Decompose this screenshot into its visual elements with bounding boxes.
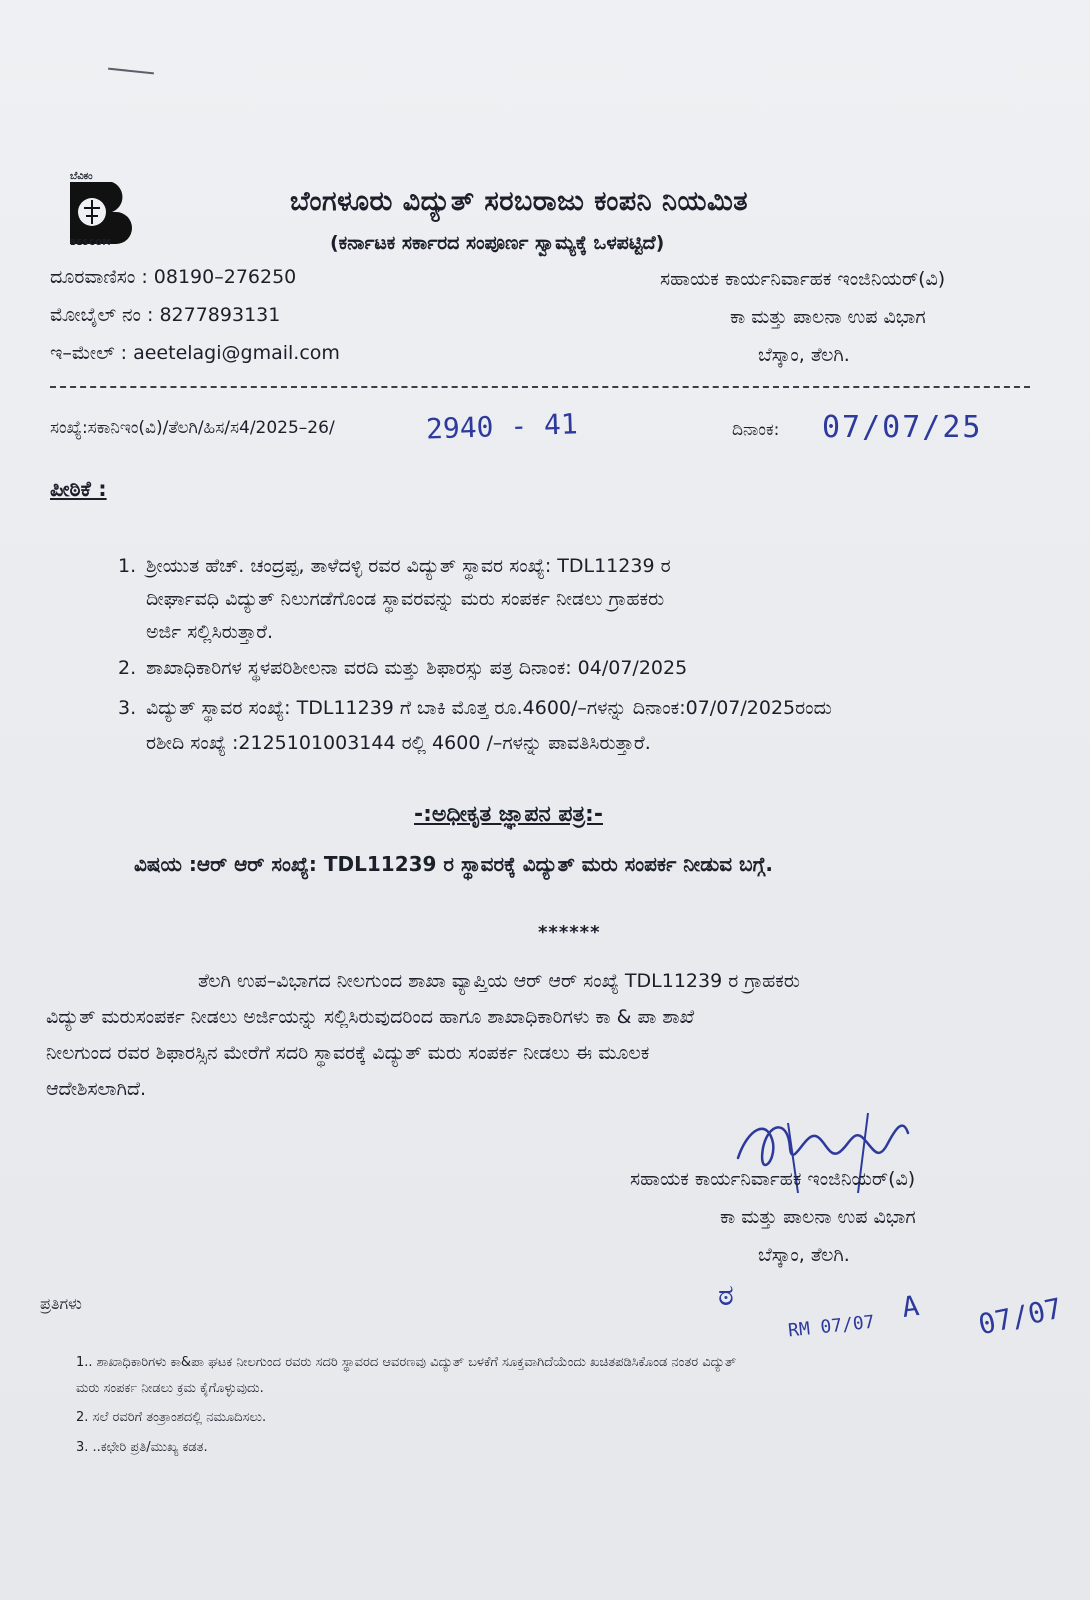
- signatory-division: ಕಾ ಮತ್ತು ಪಾಲನಾ ಉಪ ವಿಭಾಗ: [720, 1206, 916, 1228]
- reference-item-text: ಶ್ರೀಯುತ ಹೆಚ್. ಚಂದ್ರಪ್ಪ, ತಾಳೆದಳ್ಳಿ ರವರ ವಿದ್ಯುತ್ ಸ್ಥಾವರ ಸಂಖ್ಯೆ: TDL11239 ರ: [146, 555, 671, 577]
- reference-item-1-cont: ದೀರ್ಘಾವಧಿ ವಿದ್ಯುತ್ ನಿಲುಗಡೆಗೊಂಡ ಸ್ಥಾವರವನ್ನು ಮರು ಸಂಪರ್ಕ ನೀಡಲು ಗ್ರಾಹಕರು: [146, 588, 665, 610]
- logo-caption-bottom: BESCOM: [70, 238, 111, 247]
- reference-item-1: [118, 550, 671, 583]
- reference-item-number: 2.: [118, 657, 137, 679]
- header-divider: [50, 386, 1030, 388]
- office-title: ಸಹಾಯಕ ಕಾರ್ಯನಿರ್ವಾಹಕ ಇಂಜಿನಿಯರ್(ವಿ): [660, 268, 946, 290]
- order-body-line: ಆದೇಶಿಸಲಾಗಿದೆ.: [46, 1078, 147, 1100]
- date-label: ದಿನಾಂಕ:: [732, 420, 780, 440]
- handwritten-initials: RM 07/07: [787, 1311, 876, 1342]
- organization-name: ಬೆಂಗಳೂರು ವಿದ್ಯುತ್ ಸರಬರಾಜು ಕಂಪನಿ ನಿಯಮಿತ: [290, 186, 749, 217]
- organization-subtitle: (ಕರ್ನಾಟಕ ಸರ್ಕಾರದ ಸಂಪೂರ್ಣ ಸ್ವಾಮ್ಯಕ್ಕೆ ಒಳಪಟ್ಟಿದೆ): [330, 232, 665, 254]
- contact-mobile: ಮೋಬೈಲ್ ನಂ : 8277893131: [50, 304, 281, 326]
- copy-item: 3. ..ಕಛೇರಿ ಪ್ರತಿ/ಮುಖ್ಯ ಕಡತ.: [76, 1440, 208, 1455]
- contact-phone: ದೂರವಾಣಿಸಂ : 08190–276250: [50, 266, 297, 288]
- date-handwritten: 07/07/25: [822, 410, 983, 445]
- section-separator: ******: [538, 922, 601, 943]
- references-heading: ಪೀಠಿಕೆ :: [50, 477, 107, 501]
- reference-item-2: [118, 652, 687, 685]
- copy-item: ಮರು ಸಂಪರ್ಕ ನೀಡಲು ಕ್ರಮ ಕೈಗೊಳ್ಳುವುದು.: [76, 1381, 264, 1396]
- reference-item-number: 3.: [118, 697, 137, 719]
- contact-email: ಇ–ಮೇಲ್ : aeetelagi@gmail.com: [50, 342, 340, 364]
- reference-item-text: ವಿದ್ಯುತ್ ಸ್ಥಾವರ ಸಂಖ್ಯೆ: TDL11239 ಗೆ ಬಾಕಿ ಮೊತ್ತ ರೂ.4600/–ಗಳನ್ನು ದಿನಾಂಕ:07/07/2025ರಂದು: [146, 697, 832, 719]
- order-body-line: ನೀಲಗುಂದ ರವರ ಶಿಫಾರಸ್ಸಿನ ಮೇರೆಗೆ ಸದರಿ ಸ್ಥಾವರಕ್ಕೆ ವಿದ್ಯುತ್ ಮರು ಸಂಪರ್ಕ ನೀಡಲು ಈ ಮೂಲಕ: [46, 1042, 650, 1064]
- reference-item-3: [118, 692, 832, 725]
- reference-number: ಸಂಖ್ಯೆ:ಸಕಾನಿಇಂ(ವಿ)/ತೆಲಗಿ/ಹಿಸ/ಸ4/2025–26/: [50, 418, 335, 438]
- order-subject: ವಿಷಯ :ಆರ್ ಆರ್ ಸಂಖ್ಯೆ: TDL11239 ರ ಸ್ಥಾವರಕ್ಕೆ ವಿದ್ಯುತ್ ಮರು ಸಂಪರ್ಕ ನೀಡುವ ಬಗ್ಗೆ.: [134, 852, 773, 876]
- copy-item: 2. ಸಲೆ ರವರಿಗೆ ತಂತ್ರಾಂಶದಲ್ಲಿ ನಮೂದಿಸಲು.: [76, 1410, 267, 1425]
- reference-item-number: 1.: [118, 555, 137, 577]
- order-body-line: ವಿದ್ಯುತ್ ಮರುಸಂಪರ್ಕ ನೀಡಲು ಅರ್ಜಿಯನ್ನು ಸಲ್ಲಿಸಿರುವುದರಿಂದ ಹಾಗೂ ಶಾಖಾಧಿಕಾರಿಗಳು ಕಾ & ಪಾ ಶಾಖೆ: [46, 1006, 695, 1028]
- logo-caption-top: ಬೆವಿಕಂ: [70, 171, 93, 182]
- signatory-location: ಬೆಸ್ಕಾಂ, ತೆಲಗಿ.: [758, 1244, 850, 1266]
- copies-heading: ಪ್ರತಿಗಳು: [40, 1294, 82, 1313]
- reference-number-handwritten: 2940 - 41: [425, 407, 579, 446]
- handwritten-initial: ಠ: [718, 1278, 734, 1313]
- reference-item-3-cont: ರಶೀದಿ ಸಂಖ್ಯೆ :2125101003144 ರಲ್ಲಿ 4600 /–ಗಳನ್ನು ಪಾವತಿಸಿರುತ್ತಾರೆ.: [146, 732, 651, 754]
- reference-item-1-cont: ಅರ್ಜಿ ಸಲ್ಲಿಸಿರುತ್ತಾರೆ.: [146, 621, 274, 643]
- reference-item-text: ಶಾಖಾಧಿಕಾರಿಗಳ ಸ್ಥಳಪರಿಶೀಲನಾ ವರದಿ ಮತ್ತು ಶಿಫಾರಸ್ಸು ಪತ್ರ ದಿನಾಂಕ: 04/07/2025: [146, 657, 688, 679]
- office-location: ಬೆಸ್ಕಾಂ, ತೆಲಗಿ.: [758, 344, 850, 366]
- pen-scratch: [108, 68, 154, 75]
- copy-item: 1.. ಶಾಖಾಧಿಕಾರಿಗಳು ಕಾ&ಪಾ ಘಟಕ ನೀಲಗುಂದ ರವರು ಸದರಿ ಸ್ಥಾವರದ ಆವರಣವು ವಿದ್ಯುತ್ ಬಳಕೆಗೆ ಸೂಕ್ತವಾಗಿದೆಯೆಂದು ಖಚಿತಪಡಿಸಿಕೊಂಡ ನಂತರ ವಿದ್ಯುತ್: [76, 1355, 737, 1370]
- signatory-title: ಸಹಾಯಕ ಕಾರ್ಯನಿರ್ವಾಹಕ ಇಂಜಿನಿಯರ್(ವಿ): [630, 1168, 916, 1190]
- order-body-line: ತೆಲಗಿ ಉಪ–ವಿಭಾಗದ ನೀಲಗುಂದ ಶಾಖಾ ವ್ಯಾಪ್ತಿಯ ಆರ್ ಆರ್ ಸಂಖ್ಯೆ TDL11239 ರ ಗ್ರಾಹಕರು: [198, 970, 800, 992]
- office-division: ಕಾ ಮತ್ತು ಪಾಲನಾ ಉಪ ವಿಭಾಗ: [730, 306, 926, 328]
- handwritten-date: 07/07: [975, 1291, 1065, 1342]
- handwritten-mark: A: [899, 1288, 922, 1325]
- order-title: -:ಅಧೀಕೃತ ಜ್ಞಾಪನ ಪತ್ರ:-: [414, 802, 603, 827]
